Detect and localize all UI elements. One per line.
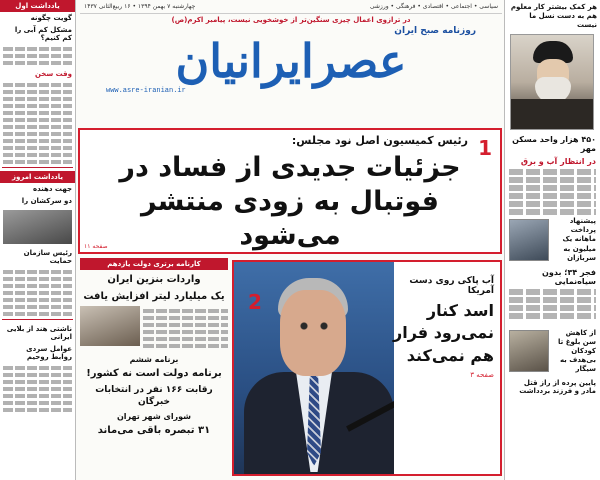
today-head-2: دو سرکشان را [21,197,72,205]
housing-headline: ۴۵۰ هزار واحد مسکن مهر [512,135,596,154]
fajr-headline: فجر ۳۴؛ بدون سیاه‌نمایی [542,267,596,286]
relations-head: عوامل سردی روابط روحیم [26,345,72,361]
children-photo [509,330,549,372]
editorial-head-2: مشکل کم آبی را کم کنیم؟ [14,26,72,42]
council-kicker: شورای شهر تهران [116,411,192,421]
middle-column [80,258,228,478]
council-title: ۳۱ تبصره باقی می‌ماند [97,424,211,436]
lavrov-story-title: اسد کنار نمی‌رود فرار هم نمی‌کند [393,301,494,365]
today-head-3: رئیس سازمان حمایت [23,249,72,265]
today-body [0,270,75,316]
newspaper-logo: عصرایرانیان [175,34,407,88]
sidebar-photo [3,210,72,244]
sections-list: سیاسی • اجتماعی • اقتصادی • فرهنگی • ورزشی [369,3,498,10]
lead-story-kicker: رئیس کمیسیون اصل نود مجلس: [291,134,468,147]
fuel-pump-photo [80,306,140,346]
government-tag: کارنامه برتری دولت یازدهم [80,258,228,270]
today-head-1: جهت دهنده [33,185,72,193]
lavrov-story-number: 2 [248,290,262,314]
lavrov-story-kicker: آب پاکی روی دست آمریکا [409,276,494,296]
website-url: www.asre-iranian.ir [106,86,186,95]
masthead-pre-title: روزنامه صبح ایران [394,26,476,36]
smoking-title: از کاهش سن بلوغ تا کودکان بی‌هدف به سیگار [558,328,596,374]
issue-date: چهارشنبه ۷ بهمن ۱۳۹۴ • ۱۶ ربیع‌الثانی ۱۴۳۷ [84,3,196,10]
petrol-subtitle: یک میلیارد لیتر افزایش یافت [83,290,225,302]
leader-quote: هر کمک بیشتر کار معلوم هم به دست نسل ما نیست [510,3,597,29]
editorial-body-2 [0,83,75,164]
lead-story-title: جزئیات جدیدی از فساد در فوتبال به زودی منتشر می‌شود [119,152,461,251]
lavrov-story-text [382,276,494,379]
official-photo [509,219,549,261]
lead-story-number: 1 [478,136,492,160]
today-note-tag: یادداشت امروز [0,171,75,183]
housing-subheadline: در انتظار آب و برق [520,157,596,167]
soldier-pay-story [505,215,600,264]
petrol-row [80,306,228,351]
masthead-tagline: در ترازوی اعمال چیزی سنگین‌تر از خوشخویی نیست، پیامبر اکرم(ص) [171,16,411,24]
editorial-head-3: وقت سخن [34,70,72,78]
elections-title: رقابت ۱۶۶ نفر در انتخابات خبرگان [95,384,213,407]
right-column [504,0,600,480]
housing-body-text [505,167,600,215]
soldier-pay-title: پیشنهاد پرداخت ماهانه یک میلیون به سربازان [562,217,596,262]
relations-body [0,366,75,412]
plan-six-title: برنامه دولت است نه کشور! [86,368,222,379]
editorial-body [0,47,75,65]
masthead [80,0,502,126]
lavrov-story-page-ref: صفحه ۳ [470,371,494,380]
editorial-tag: یادداشت اول [0,0,75,12]
lead-story [78,128,502,254]
left-column [0,0,76,480]
murder-headline: پایین پرده از راز قتل مادر و فرزند بردداشت [519,379,596,396]
leader-photo [510,34,594,130]
editorial-head-1: گویت چگونه [30,14,72,22]
lavrov-story [232,260,502,476]
plan-six-kicker: برنامه ششم [129,355,179,364]
masthead-topline [80,0,502,14]
india-head: ناشتی هند از بلایی ایرانی [6,325,72,341]
smoking-story [505,327,600,376]
fajr-body-text [505,287,600,327]
petrol-title: واردات بنزین ایران [107,274,201,285]
lead-story-page-ref: صفحه ۱۱ [84,243,108,250]
petrol-body [143,306,228,351]
